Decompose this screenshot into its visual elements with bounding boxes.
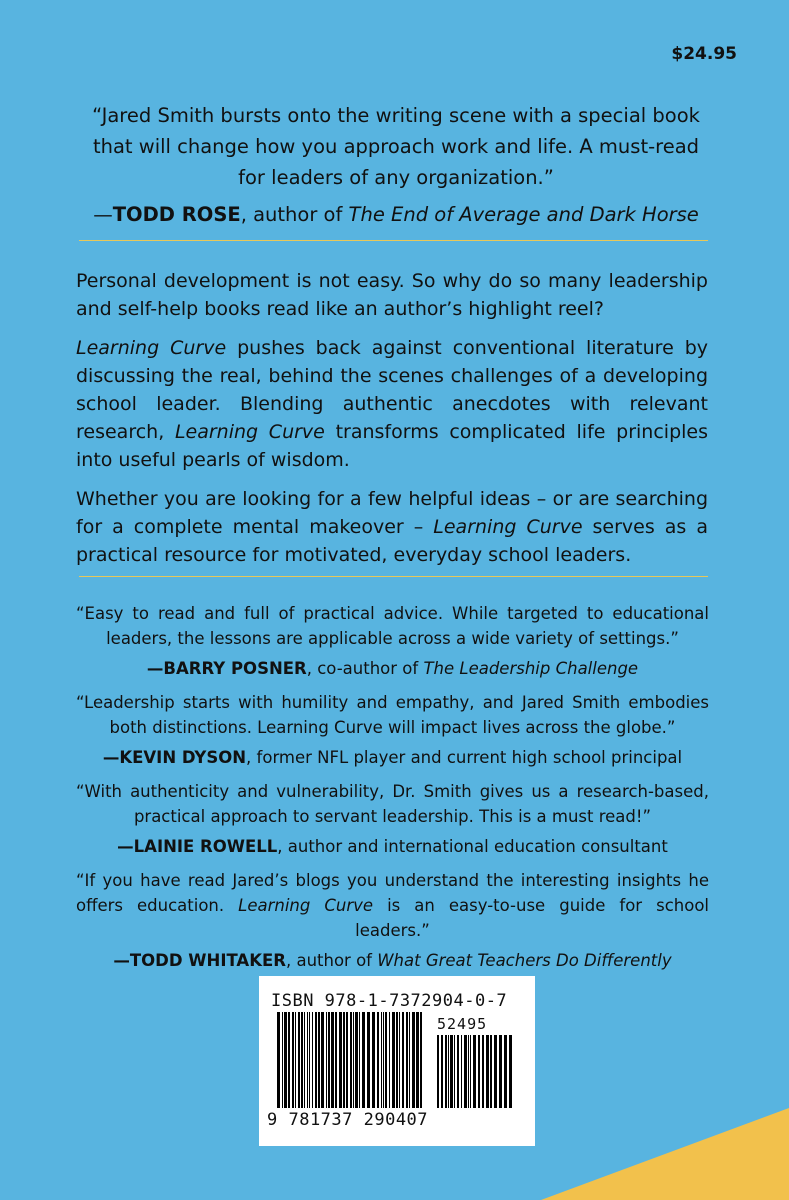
barcode-bar [318, 1012, 320, 1108]
barcode-bar [409, 1012, 410, 1108]
barcode-bar [298, 1012, 300, 1108]
barcode-bar [396, 1012, 398, 1108]
barcode-bar [292, 1012, 294, 1108]
ean-barcode [277, 1012, 427, 1108]
barcode-bar [295, 1012, 296, 1108]
price-label: $24.95 [671, 44, 737, 64]
divider-bottom [79, 576, 708, 577]
description-paragraph-2 [76, 334, 708, 474]
barcode-bar [315, 1012, 317, 1108]
book-title: Learning Curve [433, 516, 583, 538]
endorser-name: TODD ROSE [112, 203, 241, 226]
barcode-bar [412, 1012, 415, 1108]
barcode-bar [350, 1012, 352, 1108]
barcode-bar [473, 1035, 476, 1108]
barcode-bar [282, 1012, 283, 1108]
barcode-bar [499, 1035, 502, 1108]
barcode-bar [362, 1012, 365, 1108]
endorser-work: The Leadership Challenge [423, 659, 639, 678]
barcode-bar [509, 1035, 512, 1108]
barcode-bar [406, 1012, 408, 1108]
description-text: transforms complicated life principles into useful pearls of wisdom. [76, 421, 709, 471]
endorser-name: —KEVIN DYSON [102, 748, 247, 767]
praise-text [76, 868, 709, 943]
endorser-role: , co-author of [306, 659, 424, 678]
barcode-bar [359, 1012, 360, 1108]
barcode-bar [367, 1012, 370, 1108]
barcode-bar [284, 1012, 287, 1108]
barcode-bar [301, 1012, 303, 1108]
book-title: Learning Curve [76, 337, 227, 359]
praise-item [76, 601, 709, 681]
praise-item [76, 690, 709, 770]
ean-digits: 9 781737 290407 [267, 1110, 429, 1130]
praise-attribution [76, 656, 709, 681]
endorser-role: , author of [285, 951, 378, 970]
barcode-bar [304, 1012, 305, 1108]
barcode-bar [288, 1012, 290, 1108]
isbn-text: ISBN 978-1-7372904-0-7 [271, 991, 508, 1011]
book-title: Learning Curve [238, 896, 374, 915]
barcode-bar [450, 1035, 453, 1108]
barcode-bar [392, 1012, 395, 1108]
endorser-work: The End of Average and Dark Horse [348, 203, 699, 226]
barcode-bar [309, 1012, 310, 1108]
corner-accent [541, 1108, 789, 1200]
divider-top [79, 240, 708, 241]
praise-item [76, 779, 709, 859]
endorsement-attribution [78, 199, 714, 230]
endorser-name: —BARRY POSNER [146, 659, 307, 678]
description-text: Whether you are looking for a few helpful ideas – or are searching for a complete mental makeover – [76, 488, 708, 538]
barcode-bar [346, 1012, 348, 1108]
barcode-bar [399, 1012, 400, 1108]
praise-attribution [76, 745, 709, 770]
barcode-bar [490, 1035, 492, 1108]
barcode-bar [416, 1012, 419, 1108]
barcode-bar [339, 1012, 342, 1108]
barcode-bar [482, 1035, 484, 1108]
barcode-bar [457, 1035, 459, 1108]
barcode-bar [277, 1012, 280, 1108]
barcode-bar [478, 1035, 480, 1108]
endorser-role: , former NFL player and current high school principal [246, 748, 683, 767]
praise-text-part: “If you have read Jared’s blogs you understand the interesting insights he offers education. [76, 871, 709, 915]
praise-attribution [76, 834, 709, 859]
barcode-bar [383, 1012, 384, 1108]
barcode-bar [389, 1012, 390, 1108]
barcode-bar [312, 1012, 313, 1108]
praise-text: “With authenticity and vulnerability, Dr. Smith gives us a research-based, practical approach to servant leadership. This is a must read!” [76, 782, 709, 826]
price-code-text: 52495 [437, 1015, 488, 1033]
barcode-bar [437, 1035, 439, 1108]
barcode-box [259, 976, 535, 1146]
barcode-bar [468, 1035, 469, 1108]
endorsement-text: “Jared Smith bursts onto the writing scene with a special book that will change how you approach work and life. A must-read for leaders of any organization.” [92, 104, 700, 189]
barcode-bar [307, 1012, 308, 1108]
barcode-bar [494, 1035, 497, 1108]
barcode-bar [353, 1012, 354, 1108]
barcode-bar [321, 1012, 324, 1108]
book-title: Learning Curve [174, 421, 325, 443]
barcode-bar [372, 1012, 375, 1108]
endorser-role: , author and international education consultant [277, 837, 668, 856]
barcode-bar [464, 1035, 467, 1108]
barcode-bar [343, 1012, 345, 1108]
attribution-dash: — [93, 203, 113, 226]
description-paragraph-3 [76, 485, 708, 569]
description-paragraph-1: Personal development is not easy. So why do so many leadership and self-help books read like an author’s highlight reel? [76, 270, 708, 320]
barcode-bar [461, 1035, 462, 1108]
endorser-name: —LAINIE ROWELL [117, 837, 278, 856]
praise-list [76, 601, 709, 982]
endorser-role: , author of [240, 203, 349, 226]
praise-item [76, 868, 709, 973]
barcode-bar [326, 1012, 327, 1108]
barcode-bar [448, 1035, 449, 1108]
book-description [76, 267, 708, 580]
description-text: pushes back against conventional literature by discussing the real, behind the scenes challenges of a developing school leader. Blending authentic anecdotes with relevant research, [76, 337, 709, 443]
barcode-bar [454, 1035, 455, 1108]
praise-text: “Leadership starts with humility and empathy, and Jared Smith embodies both distinctions. Learning Curve will impact lives across the globe.” [76, 693, 709, 737]
barcode-bar [355, 1012, 358, 1108]
praise-text-part: is an easy-to-use guide for school leaders.” [355, 896, 709, 940]
supplement-barcode [437, 1035, 517, 1108]
barcode-bar [402, 1012, 404, 1108]
barcode-bar [470, 1035, 471, 1108]
barcode-bar [486, 1035, 489, 1108]
barcode-bar [441, 1035, 443, 1108]
endorser-work: What Great Teachers Do Differently [377, 951, 672, 970]
praise-attribution [76, 948, 709, 973]
barcode-bar [385, 1012, 387, 1108]
barcode-bar [331, 1012, 334, 1108]
barcode-bar [381, 1012, 382, 1108]
description-text: serves as a practical resource for motivated, everyday school leaders. [76, 516, 708, 566]
barcode-bar [328, 1012, 330, 1108]
barcode-bar [445, 1035, 447, 1108]
endorser-name: —TODD WHITAKER [113, 951, 286, 970]
barcode-bar [335, 1012, 337, 1108]
barcode-bar [420, 1012, 422, 1108]
barcode-bar [377, 1012, 379, 1108]
barcode-bar [504, 1035, 507, 1108]
praise-text: “Easy to read and full of practical advice. While targeted to educational leaders, the lessons are applicable across a wide variety of settings.” [76, 604, 709, 648]
featured-endorsement [78, 100, 714, 230]
